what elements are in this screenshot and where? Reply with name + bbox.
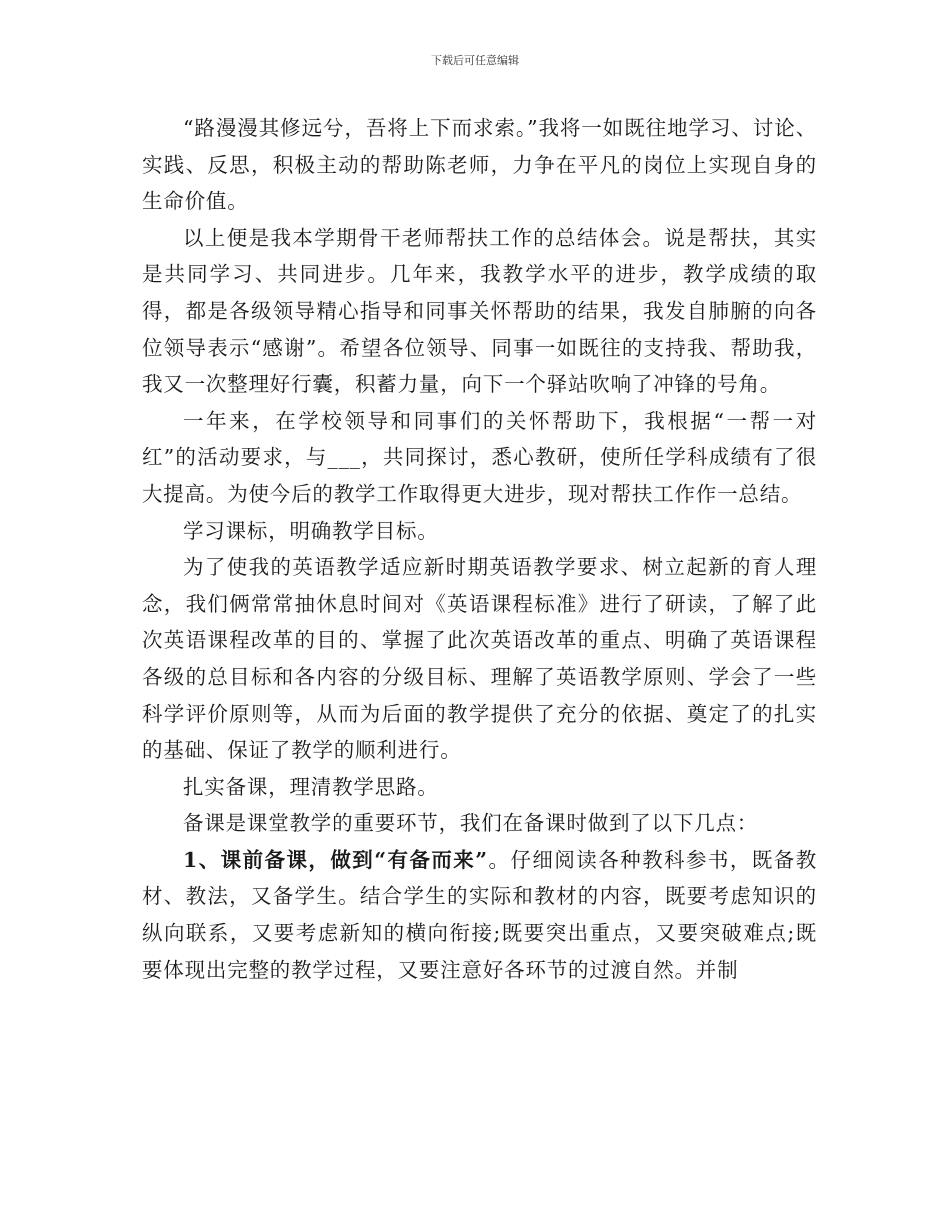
section-heading-lesson-prep: 扎实备课，理清教学思路。: [183, 774, 439, 799]
section-heading-curriculum: 学习课标，明确教学目标。: [183, 518, 439, 543]
point-1-text: 。仔细阅读各种教科参书，既备教材、教法，又备学生。结合学生的实际和教材的内容，既要考虑知识的纵向联系，又要考虑新知的横向衔接;既要突出重点，又要突破难点;既要体现出完整的教学过程，又要注意好各环节的过渡自然。并制: [142, 847, 818, 982]
paragraph-point-1: [142, 842, 817, 988]
page-header: 下载后可任意编辑: [431, 54, 519, 67]
paragraph-summary: 以上便是我本学期骨干老师帮扶工作的总结体会。说是帮扶，其实是共同学习、共同进步。几年来，我教学水平的进步，教学成绩的取得，都是各级领导精心指导和同事关怀帮助的结果，我发自肺腑的向各位领导表示“感谢”。希望各位领导、同事一如既往的支持我、帮助我，我又一次整理好行囊，积蓄力量，向下一个驿站吹响了冲锋的号角。: [142, 225, 817, 397]
paragraph-intro: 一年来，在学校领导和同事们的关怀帮助下，我根据“一帮一对红”的活动要求，与___，共同探讨，悉心教研，使所任学科成绩有了很大提高。为使今后的教学工作取得更大进步，现对帮扶工作作一总结。: [142, 408, 817, 506]
document-body: [142, 110, 817, 988]
paragraph-curriculum: 为了使我的英语教学适应新时期英语教学要求、树立起新的育人理念，我们俩常常抽休息时间对《英语课程标准》进行了研读，了解了此次英语课程改革的目的、掌握了此次英语改革的重点、明确了英语课程各级的总目标和各内容的分级目标、理解了英语教学原则、学会了一些科学评价原则等，从而为后面的教学提供了充分的依据、奠定了的扎实的基础、保证了教学的顺利进行。: [142, 555, 817, 763]
point-1-lead: 1、课前备课，做到“有备而来”: [183, 847, 488, 872]
paragraph-quote: “路漫漫其修远兮，吾将上下而求索。”我将一如既往地学习、讨论、实践、反思，积极主动的帮助陈老师，力争在平凡的岗位上实现自身的生命价值。: [142, 116, 817, 214]
paragraph-lesson-prep: 备课是课堂教学的重要环节，我们在备课时做到了以下几点：: [183, 811, 759, 836]
